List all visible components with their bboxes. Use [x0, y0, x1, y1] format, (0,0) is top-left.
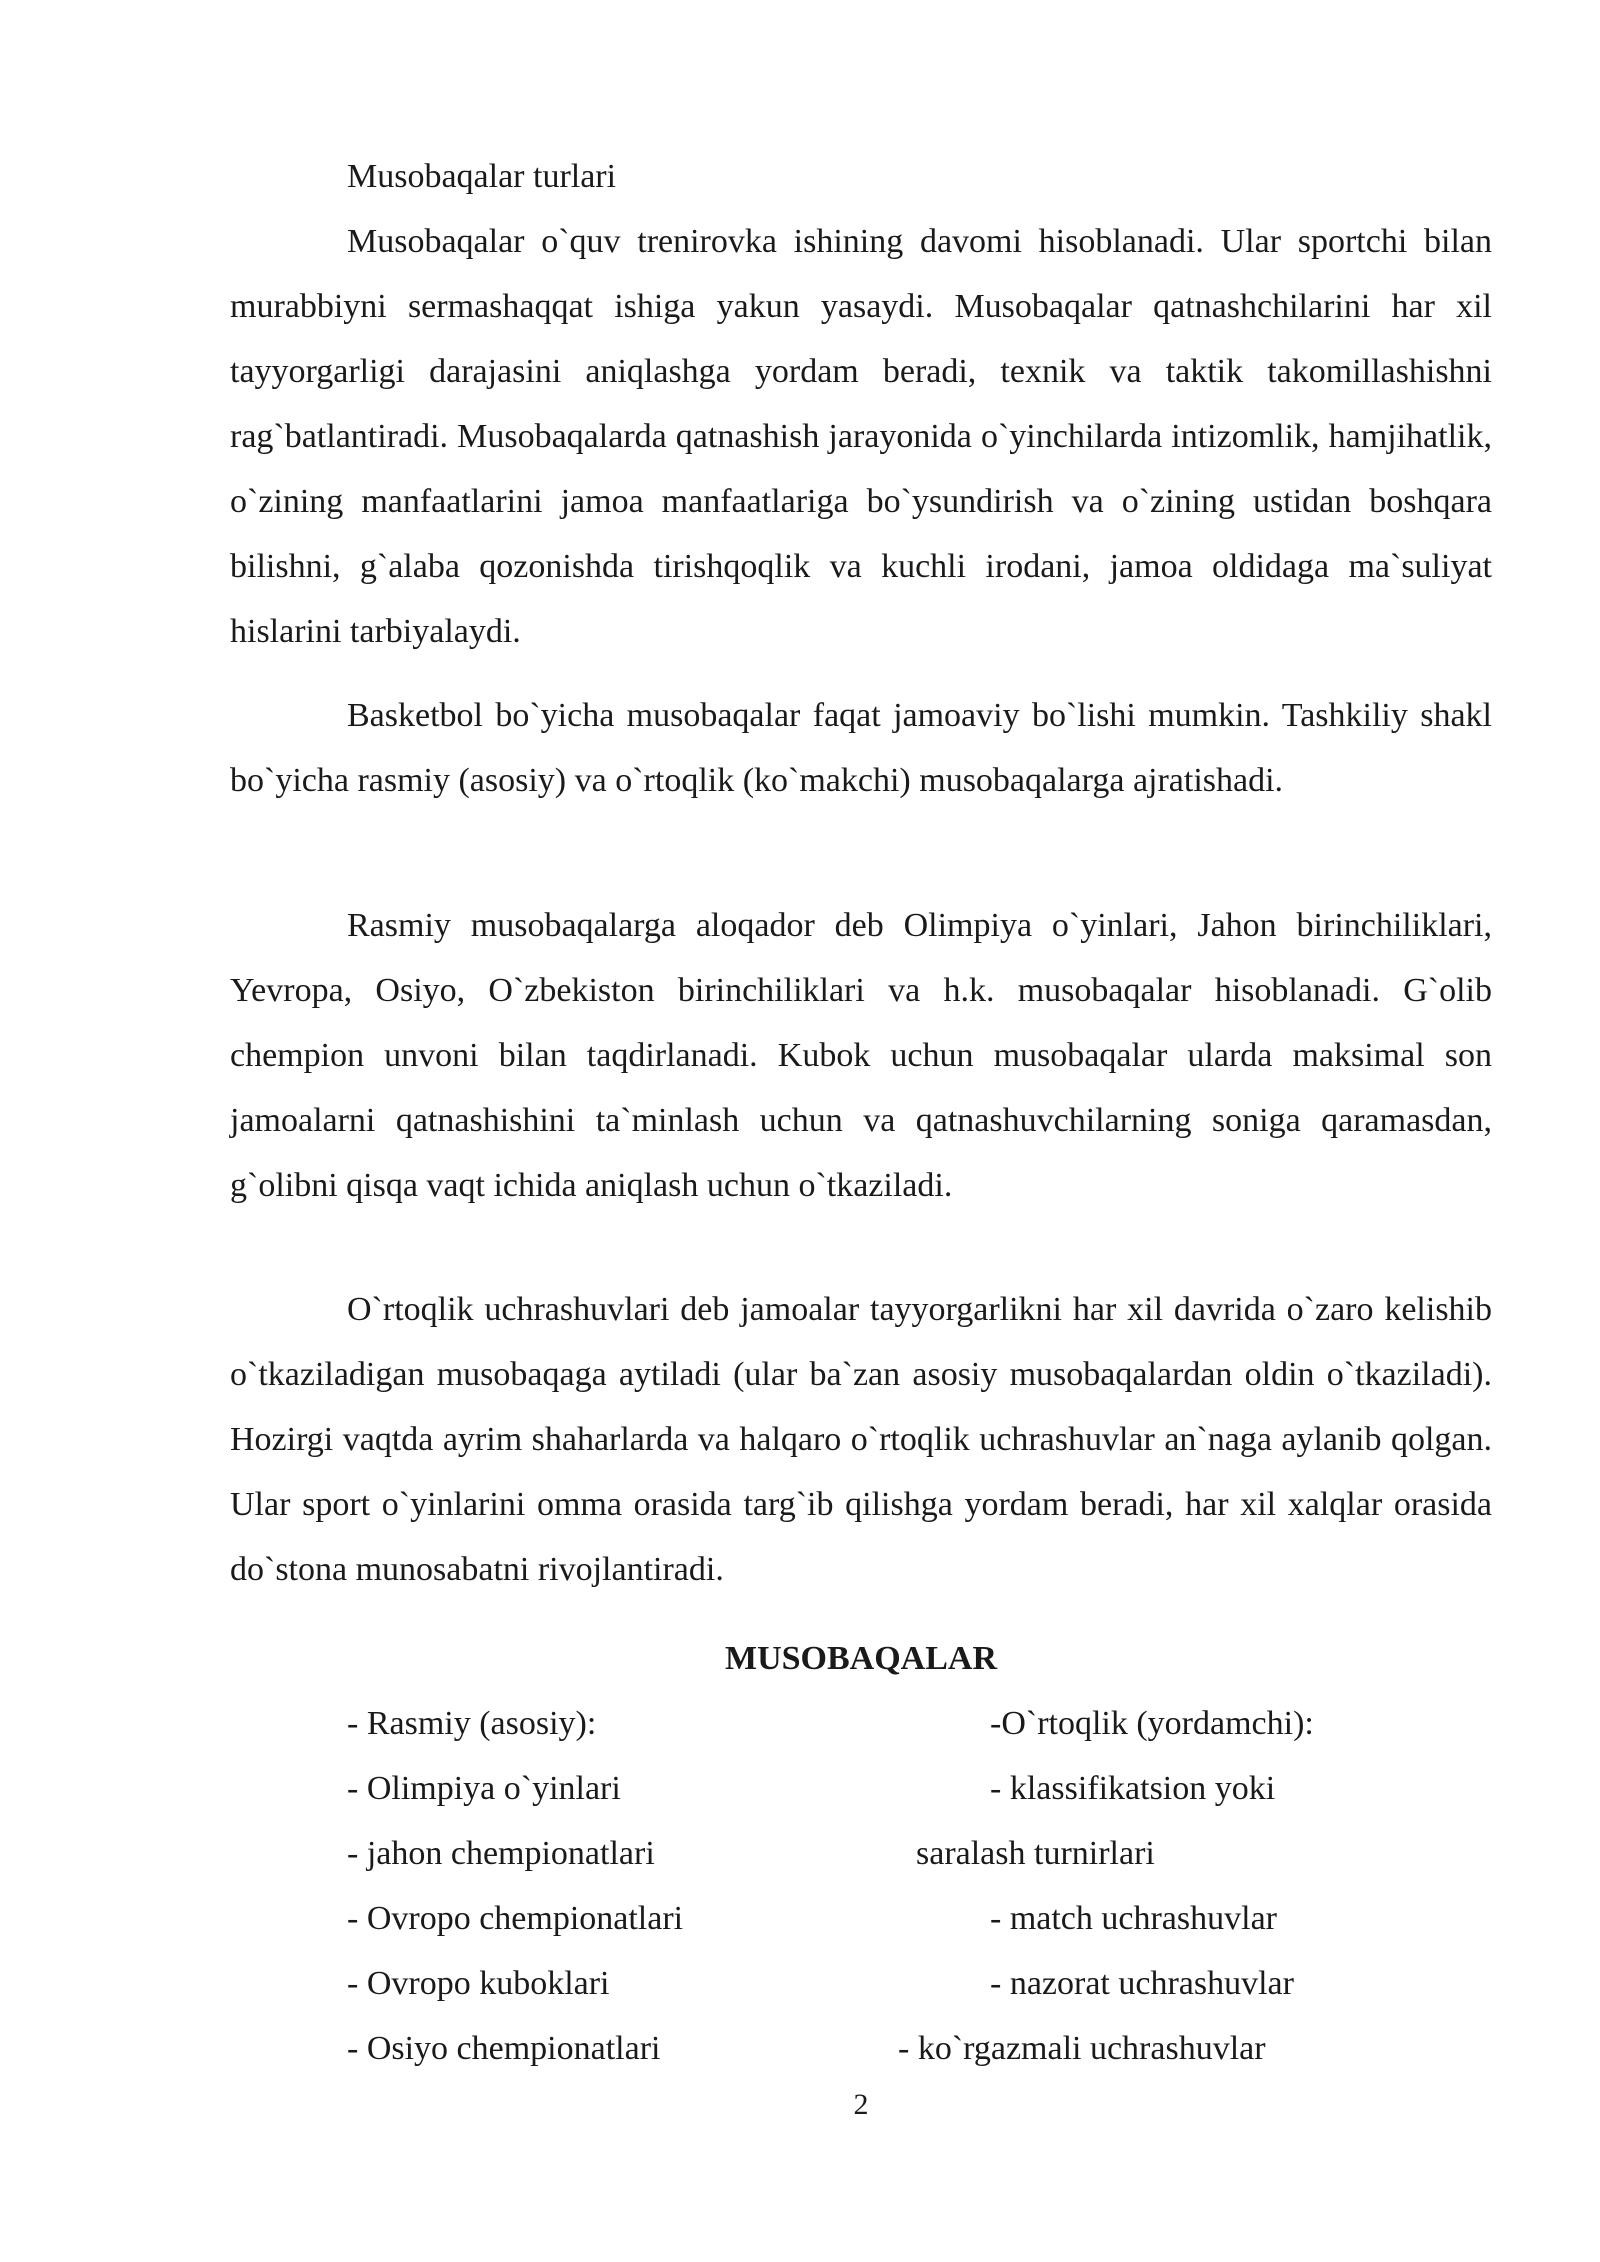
section-title: Musobaqalar turlari: [347, 158, 617, 195]
left-list-item: - jahon chempionatlari: [347, 1835, 655, 1872]
left-list-item: - Ovropo kuboklari: [347, 1965, 610, 2002]
right-list-item: - match uchrashuvlar: [990, 1900, 1277, 1937]
left-list-item: - Olimpiya o`yinlari: [347, 1770, 621, 1807]
left-list-item: - Osiyo chempionatlari: [347, 2030, 661, 2067]
left-list-item: - Ovropo chempionatlari: [347, 1900, 684, 1937]
paragraph-4: O`rtoqlik uchrashuvlari deb jamoalar tayyorgarlikni har xil davrida o`zaro kelishib o`tkaziladigan musobaqaga aytiladi (ular ba`zan asosiy musobaqalardan oldin o`tkaziladi). Hozirgi vaqtda ayrim shaharlarda va halqaro o`rtoqlik uchrashuvlar an`naga aylanib qolgan. Ular sport o`yinlarini omma orasida targ`ib qilishga yordam beradi, har xil xalqlar orasida do`stona munosabatni rivojlantiradi.: [230, 1291, 1492, 1588]
paragraph-1: Musobaqalar o`quv trenirovka ishining davomi hisoblanadi. Ular sportchi bilan murabbiyni sermashaqqat ishiga yakun yasaydi. Musobaqalar qatnashchilarini har xil tayyorgarligi darajasini aniqlashga yordam beradi, texnik va taktik takomillashishni rag`batlantiradi. Musobaqalarda qatnashish jarayonida o`yinchilarda intizomlik, hamjihatlik, o`zining manfaatlarini jamoa manfaatlariga bo`ysundirish va o`zining ustidan boshqara bilishni, g`alaba qozonishda tirishqoqlik va kuchli irodani, jamoa oldidaga ma`suliyat hislarini tarbiyalaydi.: [230, 223, 1492, 650]
right-list-item: - ko`rgazmali uchrashuvlar: [898, 2030, 1266, 2067]
paragraph-2: Basketbol bo`yicha musobaqalar faqat jamoaviy bo`lishi mumkin. Tashkiliy shakl bo`yicha rasmiy (asosiy) va o`rtoqlik (ko`makchi) musobaqalarga ajratishadi.: [230, 697, 1492, 799]
body-text-block-4: [230, 1277, 1492, 1602]
right-list-item: saralash turnirlari: [916, 1835, 1155, 1872]
body-text-block-3: [230, 893, 1492, 1218]
right-list-item: -O`rtoqlik (yordamchi):: [990, 1705, 1314, 1742]
right-list-item: - nazorat uchrashuvlar: [990, 1965, 1294, 2002]
right-list-item: - klassifikatsion yoki: [990, 1770, 1276, 1807]
page-number: 2: [853, 2088, 869, 2121]
list-heading: MUSOBAQALAR: [724, 1640, 998, 1677]
left-list-item: - Rasmiy (asosiy):: [347, 1705, 597, 1742]
body-text-block-2: [230, 683, 1492, 813]
paragraph-3: Rasmiy musobaqalarga aloqador deb Olimpiya o`yinlari, Jahon birinchiliklari, Yevropa, Osiyo, O`zbekiston birinchiliklari va h.k. musobaqalar hisoblanadi. G`olib chempion unvoni bilan taqdirlanadi. Kubok uchun musobaqalar ularda maksimal son jamoalarni qatnashishini ta`minlash uchun va qatnashuvchilarning soniga qaramasdan, g`olibni qisqa vaqt ichida aniqlash uchun o`tkaziladi.: [230, 907, 1492, 1204]
body-text-block-1: [230, 209, 1492, 664]
